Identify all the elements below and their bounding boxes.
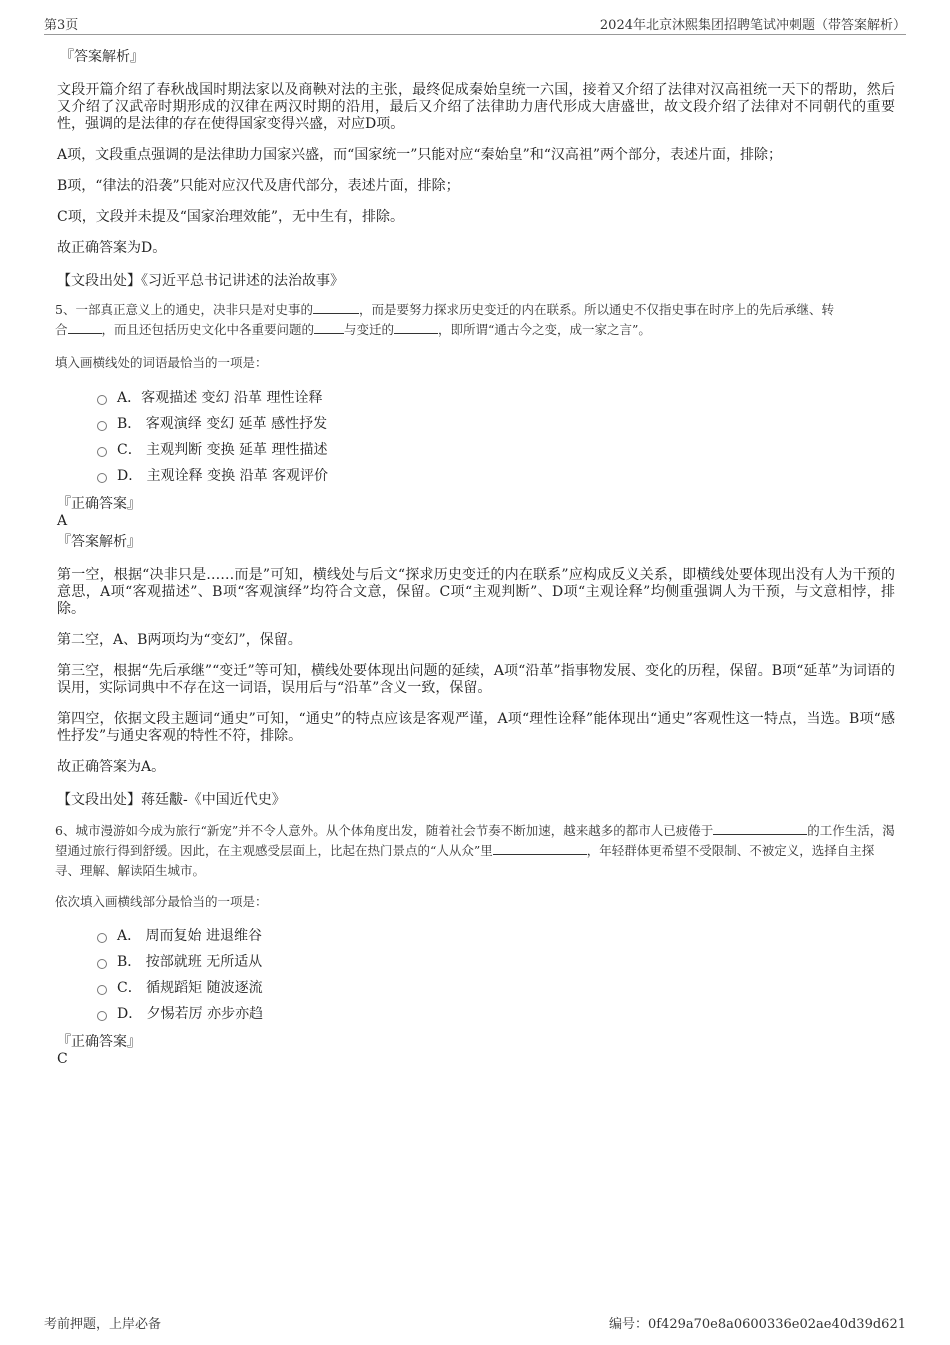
fill-blank <box>68 321 102 334</box>
source-citation: 【文段出处】《习近平总书记讲述的法治故事》 <box>57 273 344 289</box>
analysis-paragraph: 第三空，根据“先后承继”“变迁”等可知，横线处要体现出问题的延续，A项“沿革”指事物发展、变化的历程，保留。B项“延革”为词语的误用，实际词典中不存在这一词语，误用后与“沿革”含义一致，保留。 <box>57 662 895 696</box>
option-a[interactable]: A． 周而复始 进退维谷 <box>97 923 895 949</box>
option-b[interactable]: B． 客观演绎 变幻 延革 感性抒发 <box>97 411 895 437</box>
page-header <box>44 12 906 35</box>
question-5-stem: 5、一部真正意义上的通史，决非只是对史事的 ，而是要努力探求历史变迁的内在联系。所以通史不仅指史事在时序上的先后承继、转 合 ，而且还包括历史文化中各重要问题的 与变迁的 ，即所谓“通古今之变，成一家之言”。 <box>55 302 834 337</box>
question-6-stem: 6、城市漫游如今成为旅行“新宠”并不令人意外。从个体角度出发，随着社会节奏不断加速，越来越多的都市人已疲倦于 的工作生活，渴望通过旅行得到舒缓。因此，在主观感受层面上，比起在热门景点的“人从众”里 ，年轻群体更希望不受限制、不被定义，选择自主探寻、理解、解读陌生城市。 <box>55 822 895 878</box>
fill-blank <box>493 842 587 855</box>
radio-icon[interactable] <box>97 421 107 431</box>
page-content <box>57 46 895 1067</box>
fill-blank <box>313 301 359 314</box>
analysis-paragraph: C项，文段并未提及“国家治理效能”，无中生有，排除。 <box>57 209 405 225</box>
option-d[interactable]: D． 主观诠释 变换 沿革 客观评价 <box>97 463 895 489</box>
analysis-paragraph: 文段开篇介绍了春秋战国时期法家以及商鞅对法的主张，最终促成秦始皇统一六国，接着又介绍了法律对汉高祖统一天下的帮助，然后又介绍了汉武帝时期形成的汉律在两汉时期的沿用，最后又介绍了法律助力唐代形成大唐盛世，故文段介绍了法律对不同朝代的重要性，强调的是法律的存在使得国家变得兴盛，对应D项。 <box>57 82 895 132</box>
option-d[interactable]: D． 夕惕若厉 亦步亦趋 <box>97 1001 895 1027</box>
fill-blank <box>394 321 438 334</box>
radio-icon[interactable] <box>97 985 107 995</box>
radio-icon[interactable] <box>97 447 107 457</box>
analysis-paragraph: 第一空，根据“决非只是……而是”可知，横线处与后文“探求历史变迁的内在联系”应构成反义关系，即横线处要体现出没有人为干预的意思，A项“客观描述”、B项“客观演绎”均符合文意，保留。C项“主观判断”、D项“主观诠释”均侧重强调人为干预，与文意相悖，排除。 <box>57 566 895 617</box>
question-6-prompt: 依次填入画横线部分最恰当的一项是： <box>55 893 268 909</box>
radio-icon[interactable] <box>97 473 107 483</box>
option-c[interactable]: C． 主观判断 变换 延革 理性描述 <box>97 437 895 463</box>
source-citation: 【文段出处】蒋廷黻-《中国近代史》 <box>57 791 286 808</box>
analysis-label: 『答案解析』 <box>60 49 144 65</box>
question-6-options <box>97 923 895 1027</box>
analysis-conclusion: 故正确答案为D。 <box>57 240 167 256</box>
footer-slogan: 考前押题，上岸必备 <box>44 1317 162 1332</box>
analysis-paragraph: 第四空，依据文段主题词“通史”可知，“通史”的特点应该是客观严谨，A项“理性诠释”能体现出“通史”客观性这一特点，当选。B项“感性抒发”与通史客观的特性不符，排除。 <box>57 710 895 744</box>
fill-blank <box>713 822 807 835</box>
document-title: 2024年北京沐熙集团招聘笔试冲刺题（带答案解析） <box>599 18 906 33</box>
analysis-paragraph: A项，文段重点强调的是法律助力国家兴盛，而“国家统一”只能对应“秦始皇”和“汉高祖”两个部分，表述片面，排除； <box>57 147 783 163</box>
radio-icon[interactable] <box>97 395 107 405</box>
radio-icon[interactable] <box>97 959 107 969</box>
correct-answer: A <box>57 512 68 529</box>
correct-answer-label: 『正确答案』 <box>57 495 141 512</box>
radio-icon[interactable] <box>97 933 107 943</box>
correct-answer: C <box>57 1051 68 1067</box>
option-a[interactable]: A．客观描述 变幻 沿革 理性诠释 <box>97 385 895 411</box>
analysis-paragraph: 第二空，A、B两项均为“变幻”，保留。 <box>57 631 302 648</box>
radio-icon[interactable] <box>97 1011 107 1021</box>
analysis-label: 『答案解析』 <box>57 533 141 550</box>
page-number: 第3页 <box>44 18 79 33</box>
correct-answer-label: 『正确答案』 <box>57 1034 141 1050</box>
question-5-options <box>97 385 895 489</box>
fill-blank <box>314 321 344 334</box>
document-id: 编号：0f429a70e8a0600336e02ae40d39d621 <box>608 1317 906 1332</box>
option-c[interactable]: C． 循规蹈矩 随波逐流 <box>97 975 895 1001</box>
option-b[interactable]: B． 按部就班 无所适从 <box>97 949 895 975</box>
question-5-prompt: 填入画横线处的词语最恰当的一项是： <box>55 355 268 370</box>
analysis-conclusion: 故正确答案为A。 <box>57 758 166 775</box>
analysis-paragraph: B项，“律法的沿袭”只能对应汉代及唐代部分，表述片面，排除； <box>57 178 460 194</box>
